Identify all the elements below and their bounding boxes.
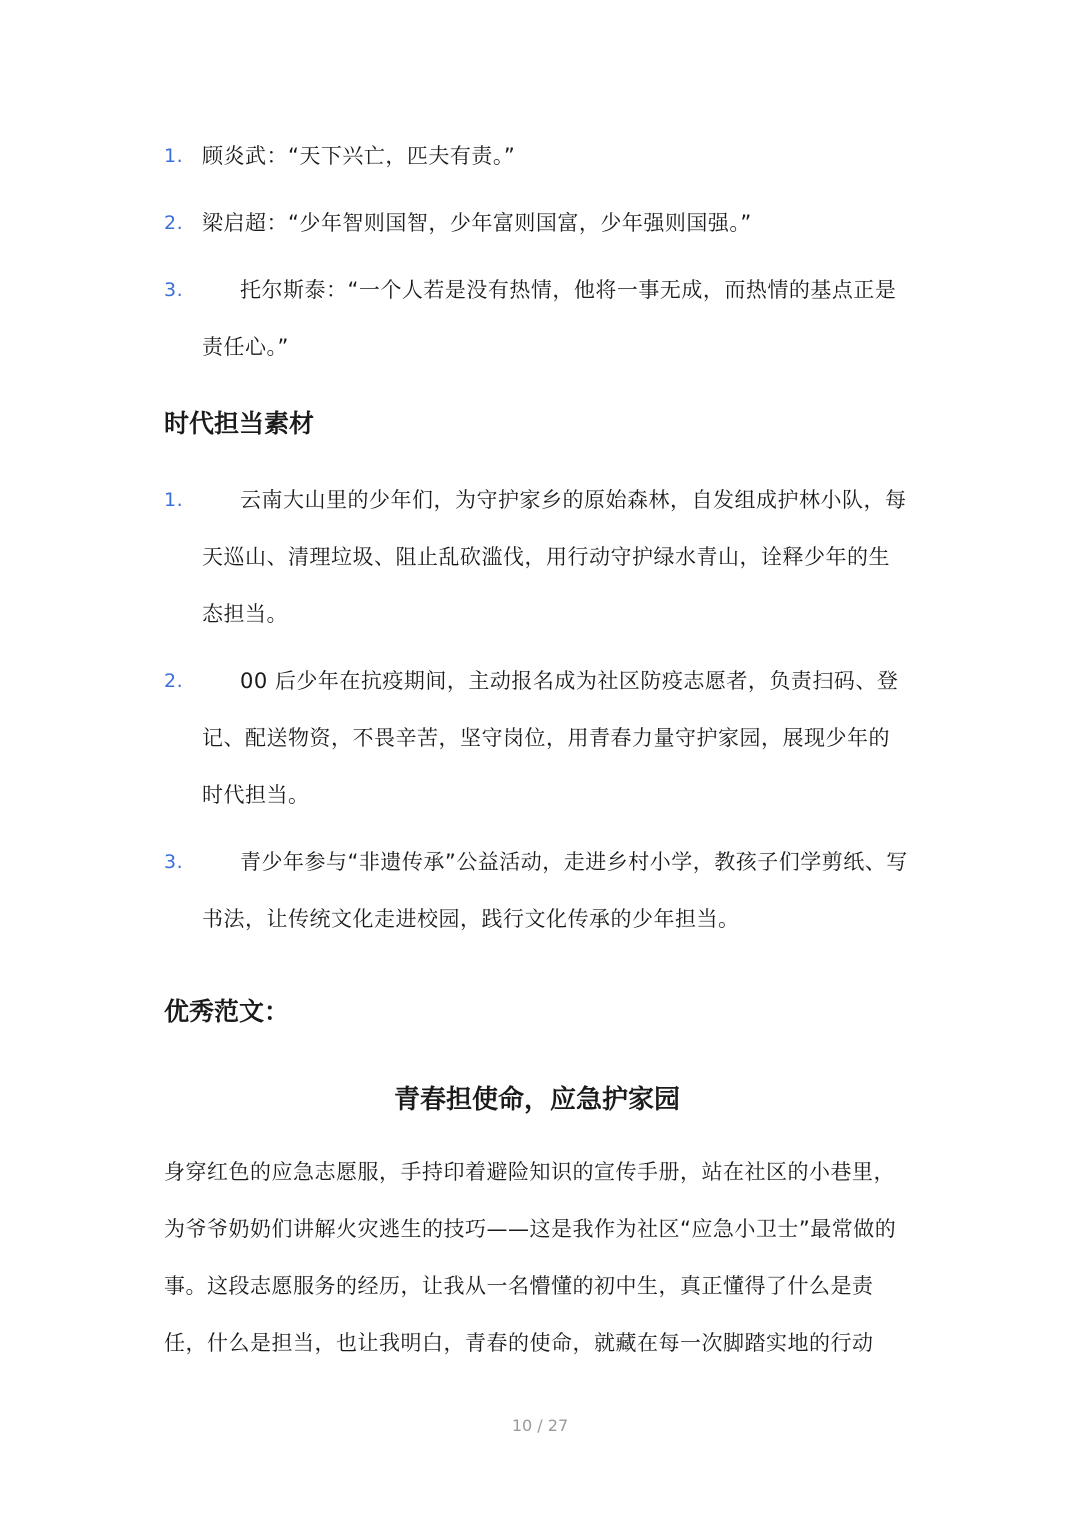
list-item [164,128,910,185]
page-number: 10 / 27 [511,1416,569,1435]
essay-title: 青春担使命，应急护家园 [393,1085,680,1115]
list-text: 托尔斯泰：“一个人若是没有热情，他将一事无成，而热情的基点正是责任心。” [202,278,897,359]
list-text: 青少年参与“非遗传承”公益活动，走进乡村小学，教孩子们学剪纸、写书法，让传统文化走进校园，践行文化传承的少年担当。 [202,850,908,931]
list-text: 云南大山里的少年们，为守护家乡的原始森林，自发组成护林小队，每天巡山、清理垃圾、阻止乱砍滥伐，用行动守护绿水青山，诠释少年的生态担当。 [202,488,907,626]
list-text: 梁启超：“少年智则国智，少年富则国富，少年强则国强。” [202,211,752,235]
essay-body: 身穿红色的应急志愿服，手持印着避险知识的宣传手册，站在社区的小巷里，为爷爷奶奶们讲解火灾逃生的技巧——这是我作为社区“应急小卫士”最常做的事。这段志愿服务的经历，让我从一名懵懂的初中生，真正懂得了什么是责任，什么是担当，也让我明白，青春的使命，就藏在每一次脚踏实地的行动 [164,1160,897,1355]
list-number: 1. [164,145,184,167]
list-item [164,834,910,948]
section-heading-times: 时代担当素材 [164,409,315,438]
list-number: 2. [164,212,184,234]
list-number: 3. [164,279,184,301]
page-content [164,128,910,1372]
times-list [164,472,910,948]
quotes-list [164,128,910,376]
section-heading-essay: 优秀范文： [164,997,290,1026]
list-number: 1. [164,489,184,511]
list-item [164,262,910,376]
list-item [164,195,910,252]
list-text: 00 后少年在抗疫期间，主动报名成为社区防疫志愿者，负责扫码、登记、配送物资，不畏辛苦，坚守岗位，用青春力量守护家园，展现少年的时代担当。 [202,669,899,807]
list-item [164,472,910,643]
list-text: 顾炎武：“天下兴亡，匹夫有责。” [202,144,516,168]
list-number: 3. [164,851,184,873]
list-number: 2. [164,670,184,692]
list-item [164,653,910,824]
